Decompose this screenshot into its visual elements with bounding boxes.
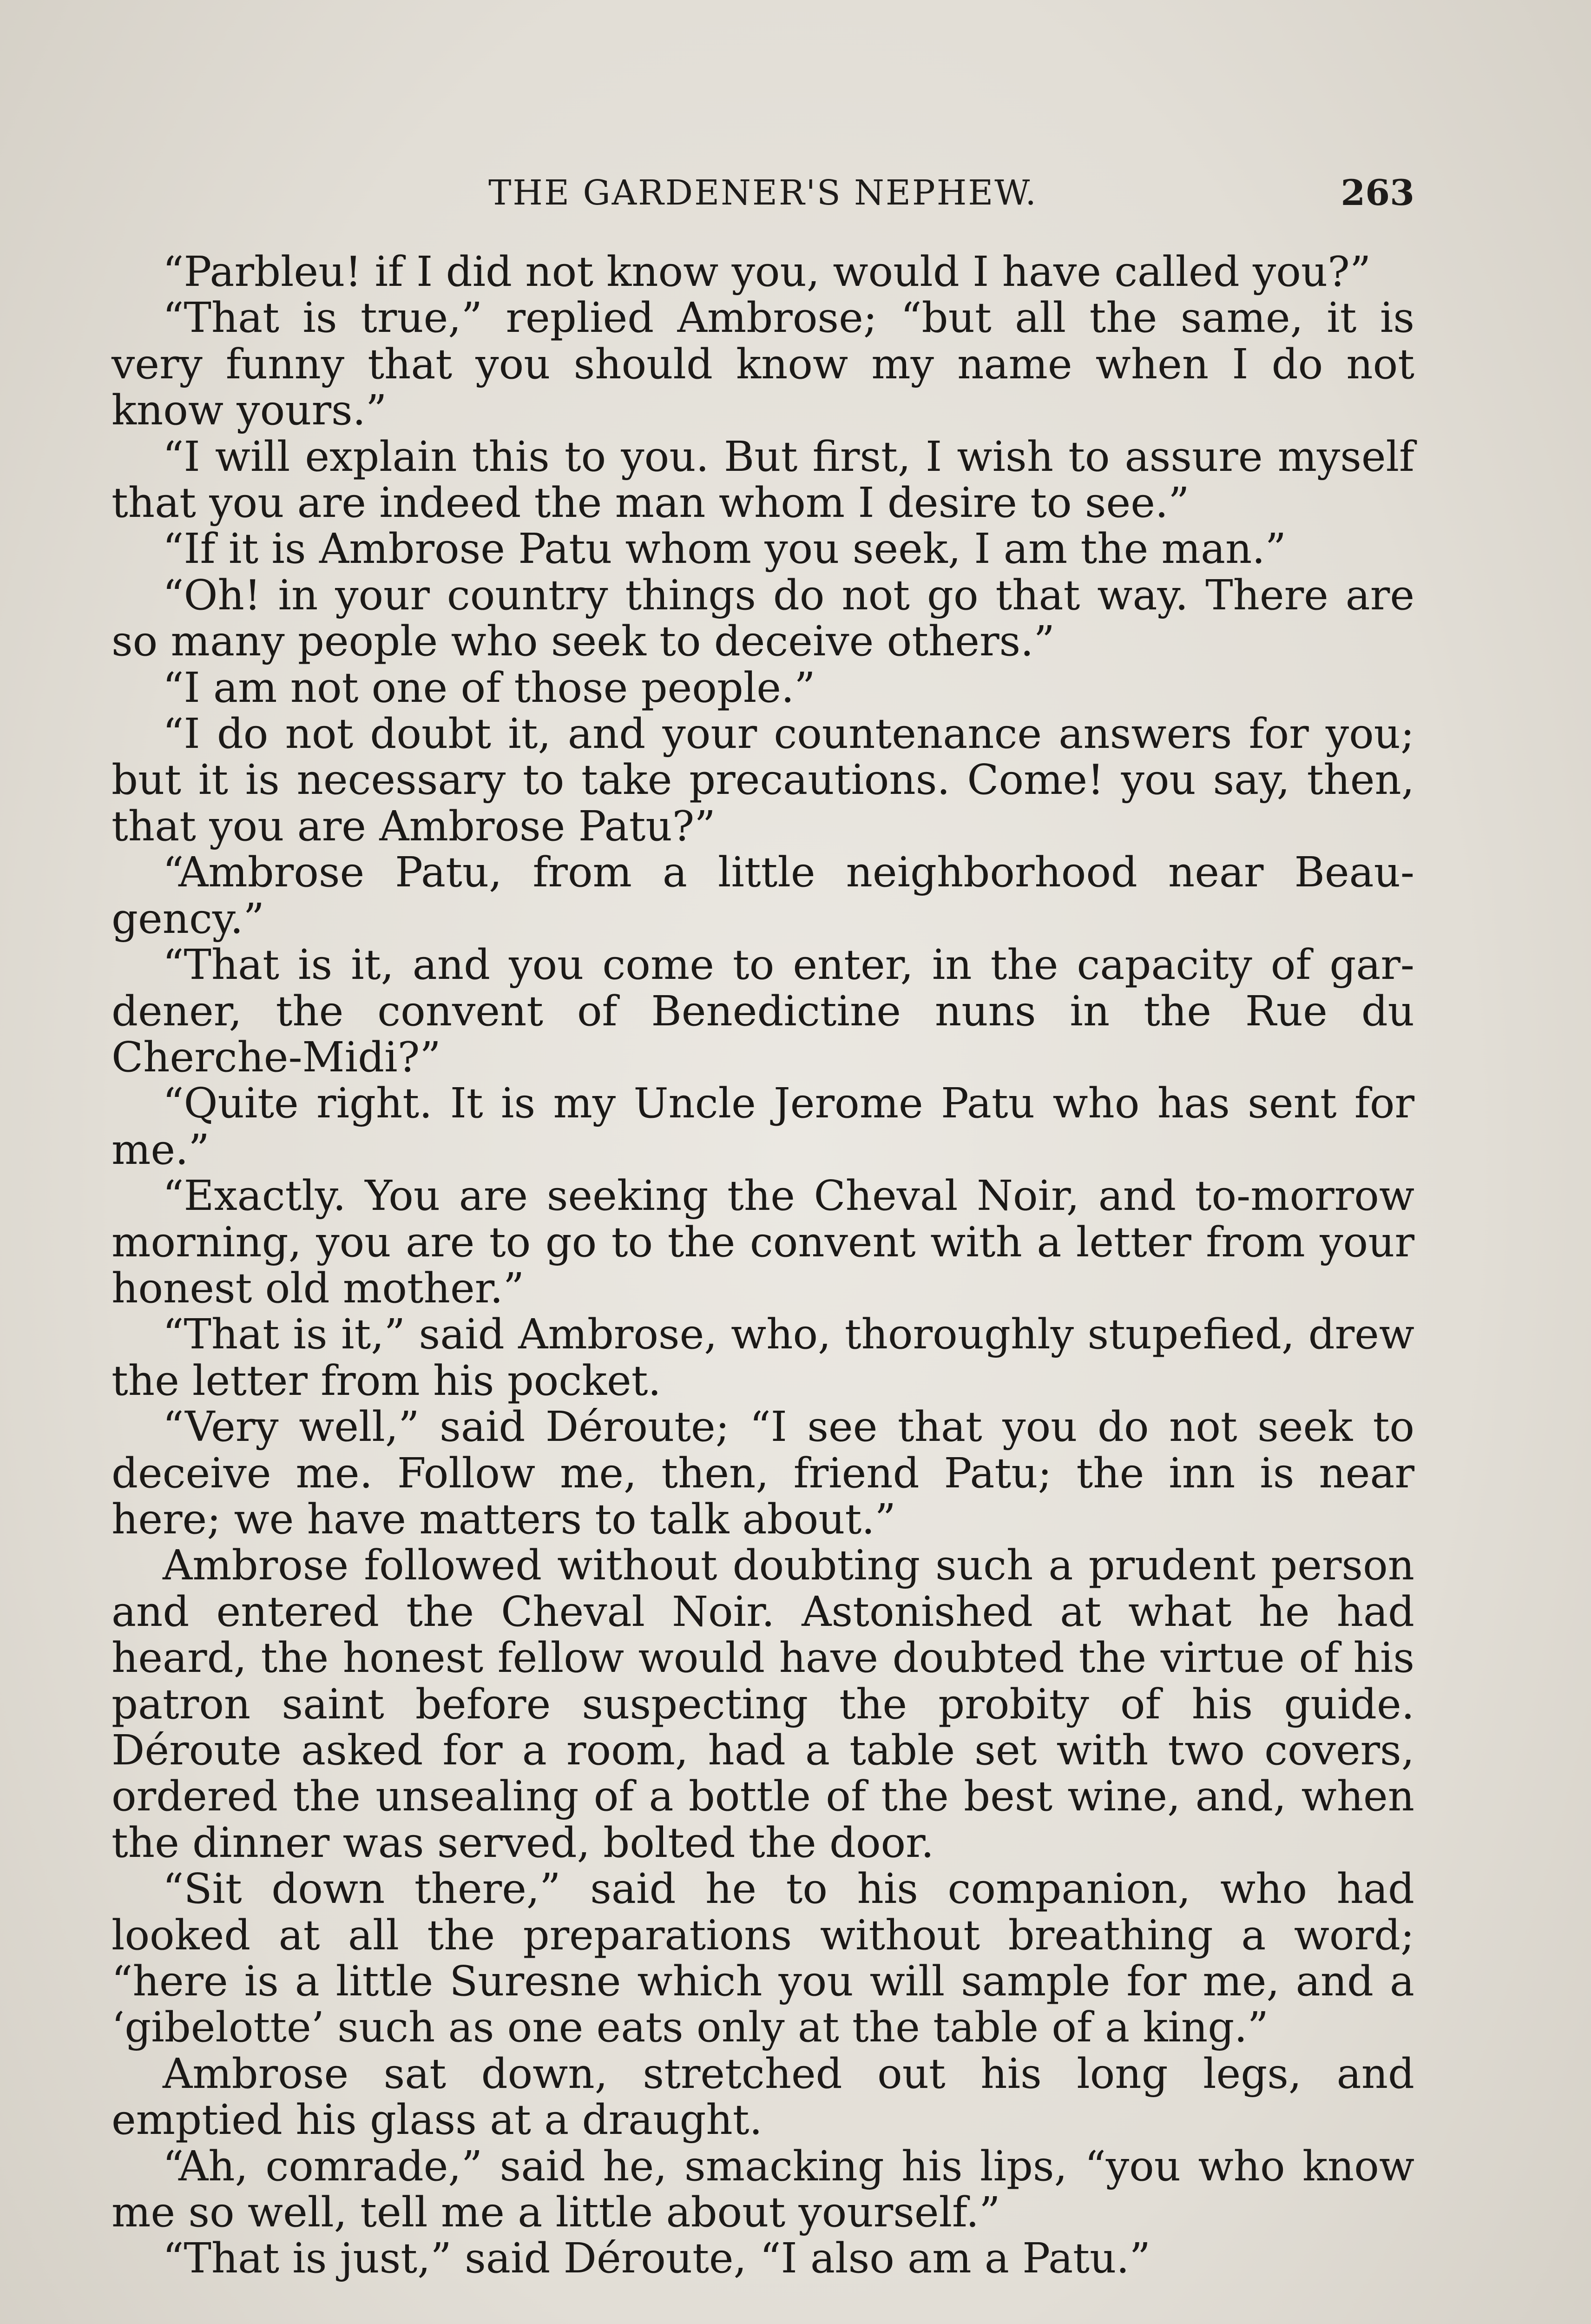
paragraph: “Oh! in your country things do not go that way. There are so many people who seek to deceive others.” (112, 570, 1414, 666)
paragraph: “Exactly. You are seeking the Cheval Noir, and to-morrow morning, you are to go to the convent with a letter from your honest old mother.” (112, 1171, 1414, 1312)
paragraph: “That is it, and you come to enter, in the capacity of gar-dener, the convent of Benedictine nuns in the Rue du Cherche-Midi?” (112, 940, 1414, 1081)
paragraph: “If it is Ambrose Patu whom you seek, I am the man.” (163, 524, 1287, 573)
paragraph: “I am not one of those people.” (163, 663, 815, 712)
paragraph: “Very well,” said Déroute; “I see that you do not seek to deceive me. Follow me, then, friend Patu; the inn is near here; we have matters to talk about.” (112, 1402, 1414, 1543)
page-number: 263 (1341, 172, 1414, 213)
paragraph: Ambrose followed without doubting such a prudent person and entered the Cheval Noir. Astonished at what he had heard, the honest fellow would have doubted the virtue of his patron saint before suspecting the probity of his guide. Déroute asked for a room, had a table set with two covers, ordered the unsealing of a bottle of the best wine, and, when the dinner was served, bolted the door. (112, 1541, 1414, 1867)
paragraph: “Ah, comrade,” said he, smacking his lips, “you who know me so well, tell me a little about yourself.” (112, 2141, 1414, 2237)
paragraph: “Sit down there,” said he to his companion, who had looked at all the preparations without breathing a word; “here is a little Suresne which you will sample for me, and a ‘gibelotte’ such as one eats only at the table of a king.” (112, 1864, 1414, 2052)
paragraph: “Quite right. It is my Uncle Jerome Patu who has sent for me.” (112, 1079, 1414, 1174)
running-title: THE GARDENER'S NEPHEW. (488, 173, 1038, 213)
paragraph: “I will explain this to you. But first, I wish to assure myself that you are indeed the man whom I desire to see.” (112, 432, 1414, 527)
paragraph: “That is it,” said Ambrose, who, thoroughly stupefied, drew the letter from his pocket. (112, 1310, 1414, 1405)
body-text (112, 249, 1414, 2282)
paragraph: “Parbleu! if I did not know you, would I have called you?” (163, 247, 1371, 296)
paragraph: Ambrose sat down, stretched out his long legs, and emptied his glass at a draught. (112, 2049, 1414, 2144)
paragraph: “That is just,” said Déroute, “I also am a Patu.” (163, 2234, 1151, 2283)
paragraph: “I do not doubt it, and your countenance answers for you; but it is necessary to take precautions. Come! you say, then, that you are Ambrose Patu?” (112, 709, 1414, 850)
paragraph: “Ambrose Patu, from a little neighborhood near Beau-gency.” (112, 848, 1414, 943)
paragraph: “That is true,” replied Ambrose; “but all the same, it is very funny that you should know my name when I do not know yours.” (112, 293, 1414, 435)
page-header (112, 167, 1414, 218)
